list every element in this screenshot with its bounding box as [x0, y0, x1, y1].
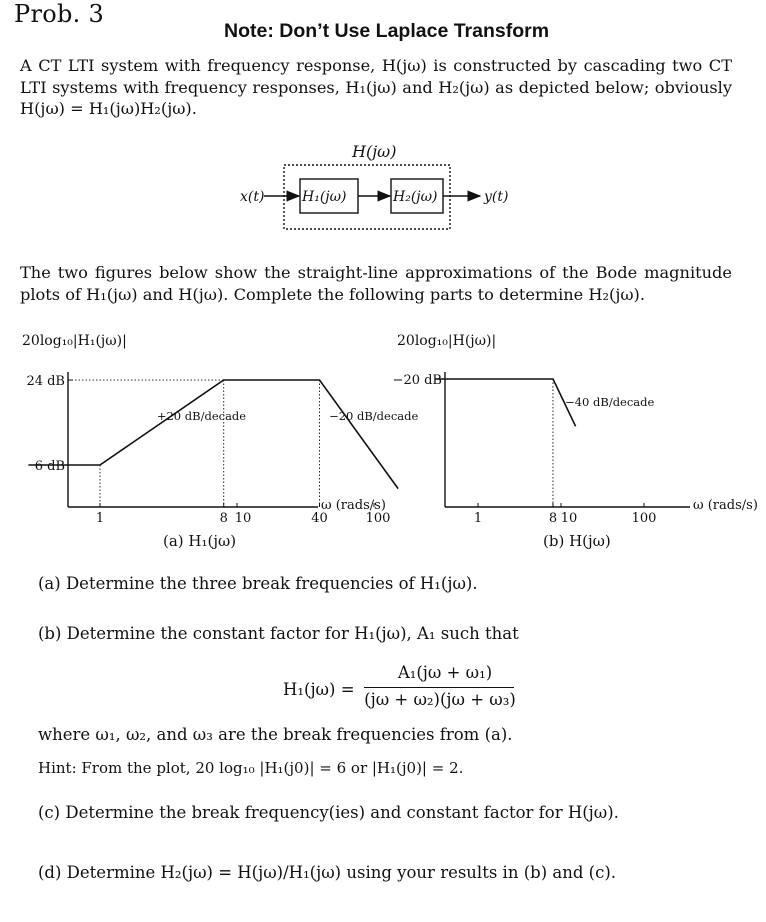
hint-text: Hint: From the plot, 20 log₁₀ |H₁(j0)| = 6 or |H₁(j0)| = 2.	[38, 759, 464, 777]
slope-annotation: −20 dB/decade	[329, 409, 419, 424]
where-text: where ω₁, ω₂, and ω₃ are the break frequencies from (a).	[38, 725, 513, 744]
x-tick-label: 1	[95, 511, 105, 526]
slope-annotation: −40 dB/decade	[565, 395, 655, 410]
question-c: (c) Determine the break frequency(ies) and constant factor for H(jω).	[38, 803, 619, 822]
slope-annotation: +20 dB/decade	[156, 409, 247, 424]
chart-a-caption: (a) H₁(jω)	[163, 532, 237, 550]
question-d: (d) Determine H₂(jω) = H(jω)/H₁(jω) using your results in (b) and (c).	[38, 863, 617, 882]
question-b: (b) Determine the constant factor for H₁(jω), A₁ such that	[38, 624, 519, 643]
x-tick-label: 8	[219, 511, 228, 526]
block-diagram	[0, 140, 766, 235]
equation-denominator: (jω + ω₂)(jω + ω₃)	[364, 690, 516, 709]
x-tick-label: 100	[365, 511, 391, 526]
x-tick-label: 100	[631, 511, 657, 526]
chart-b-marks	[393, 373, 657, 526]
note-heading: Note: Don’t Use Laplace Transform	[224, 20, 550, 42]
x-tick-label: 10	[560, 511, 578, 526]
input-signal-label: x(t)	[240, 189, 265, 205]
chart-a-title: 20log₁₀|H₁(jω)|	[22, 333, 127, 349]
block2-label: H₂(jω)	[393, 189, 438, 205]
x-tick-label: 8	[548, 511, 558, 526]
x-tick-label: 10	[234, 511, 252, 526]
chart-b-xlabel: ω (rads/s)	[693, 498, 758, 513]
y-tick-label: 6 dB	[34, 459, 65, 474]
bode-magnitude-line	[28, 380, 398, 489]
chart-h1	[0, 322, 419, 557]
figures-paragraph	[20, 262, 732, 305]
equation-numerator: A₁(jω + ω₁)	[397, 663, 493, 682]
chart-h	[383, 322, 766, 557]
y-tick-label: −20 dB	[392, 373, 442, 388]
x-tick-label: 40	[311, 511, 328, 526]
y-tick-label: 24 dB	[26, 374, 65, 390]
bode-magnitude-line	[435, 379, 576, 426]
fraction-bar	[364, 687, 514, 688]
output-signal-label: y(t)	[484, 189, 509, 205]
problem-title: Prob. 3	[14, 0, 105, 28]
outer-system-label: H(jω)	[352, 142, 397, 161]
question-a: (a) Determine the three break frequencies of H₁(jω).	[38, 574, 478, 593]
block1-label: H₁(jω)	[302, 189, 347, 205]
equation-lhs: H₁(jω) =	[283, 680, 355, 699]
x-tick-label: 1	[473, 511, 483, 526]
intro-text: A CT LTI system with frequency response, H(jω) is constructed by cascading two CT LTI systems with frequency responses, H₁(jω) and H₂(jω) as depicted below; obviously H(jω) = H₁(jω)H₂(jω).	[20, 56, 732, 118]
chart-a-xlabel: ω (rads/s)	[321, 498, 386, 513]
figures-text: The two figures below show the straight-line approximations of the Bode magnitude plots of H₁(jω) and H(jω). Complete the following parts to determine H₂(jω).	[20, 263, 732, 304]
intro-paragraph	[20, 55, 732, 120]
chart-b-caption: (b) H(jω)	[543, 532, 611, 550]
chart-b-title: 20log₁₀|H(jω)|	[397, 333, 497, 349]
